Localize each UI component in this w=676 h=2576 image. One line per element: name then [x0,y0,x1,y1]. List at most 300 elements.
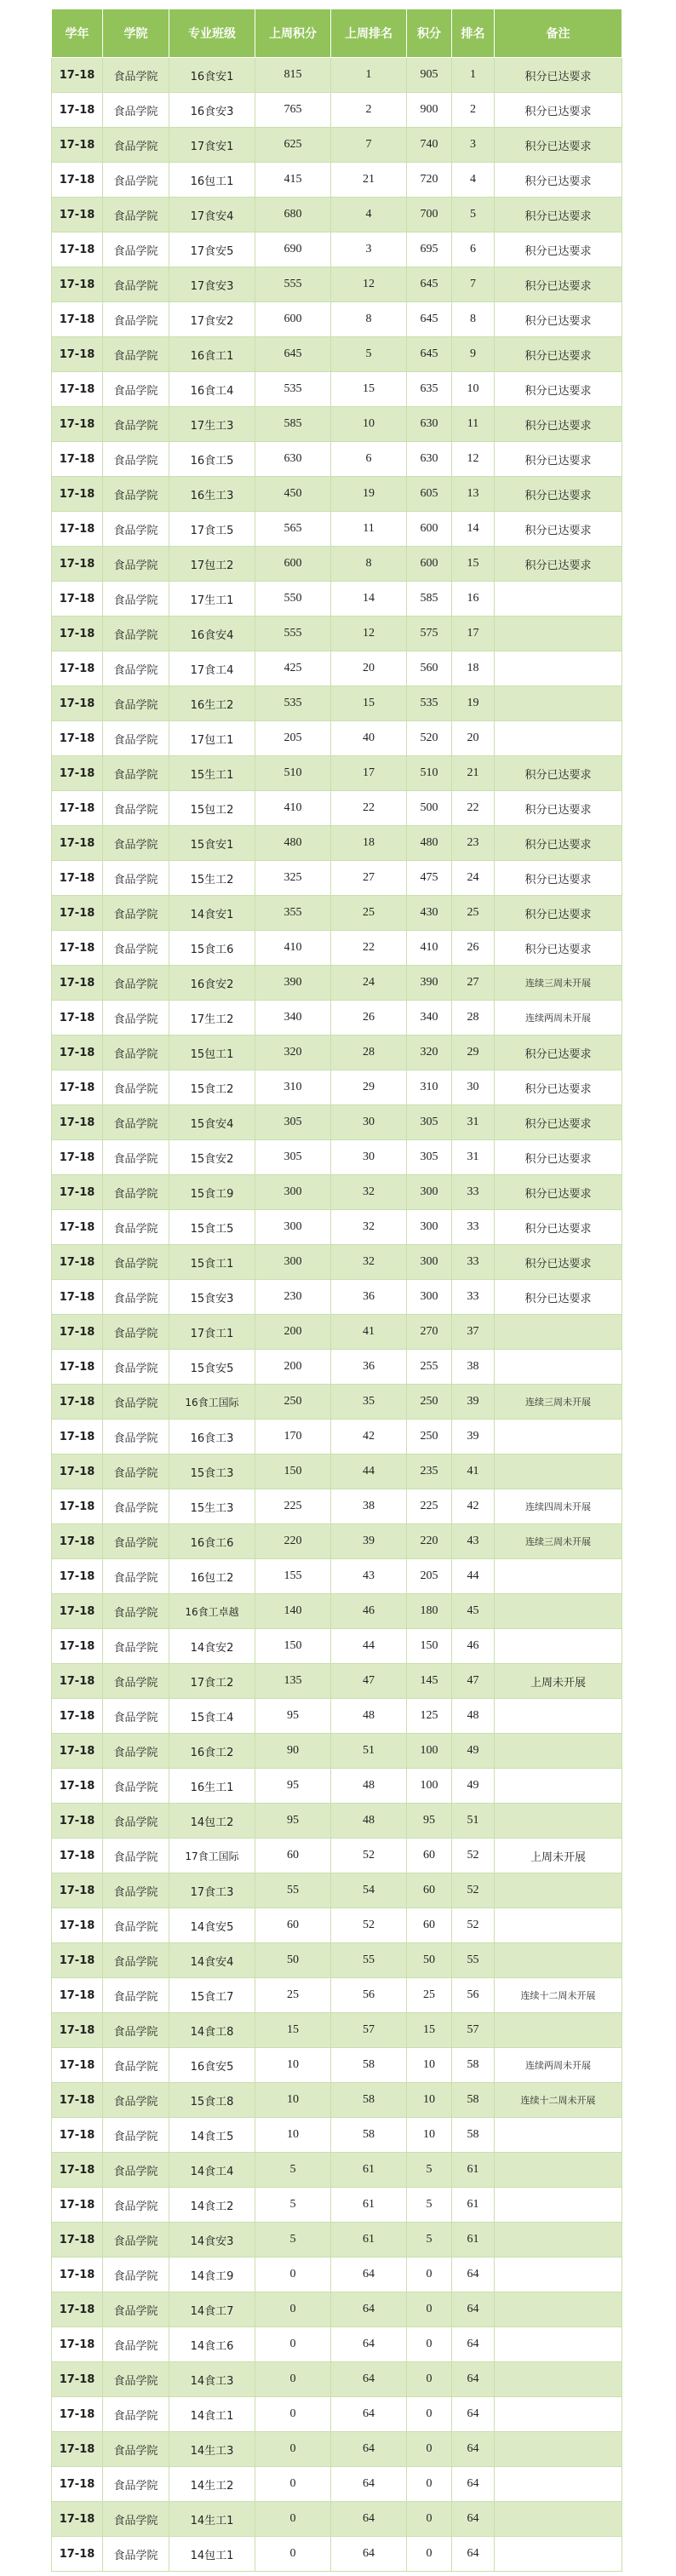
cell-last-week-points: 230 [255,1280,331,1315]
cell-points: 585 [407,582,452,617]
cell-class: 16食安3 [169,93,255,128]
table-row [52,861,622,896]
table-row [52,1105,622,1140]
cell-last-week-points: 410 [255,791,331,826]
cell-rank: 8 [452,302,495,337]
cell-class: 16食工国际 [169,1385,255,1420]
cell-points: 695 [407,232,452,267]
cell-college: 食品学院 [103,1943,169,1978]
cell-remarks [495,1559,622,1594]
table-row [52,1804,622,1839]
cell-class: 16生工2 [169,686,255,721]
cell-last-week-points: 155 [255,1559,331,1594]
cell-remarks: 积分已达要求 [495,1140,622,1175]
cell-last-week-points: 220 [255,1524,331,1559]
cell-college: 食品学院 [103,2118,169,2153]
cell-last-week-rank: 48 [331,1699,407,1734]
cell-college: 食品学院 [103,547,169,582]
cell-last-week-points: 305 [255,1140,331,1175]
cell-college: 食品学院 [103,582,169,617]
cell-remarks [495,2537,622,2572]
cell-last-week-rank: 54 [331,1873,407,1908]
cell-last-week-rank: 64 [331,2397,407,2432]
cell-remarks: 积分已达要求 [495,1036,622,1070]
cell-points: 10 [407,2118,452,2153]
cell-points: 300 [407,1210,452,1245]
cell-class: 15食工8 [169,2083,255,2118]
cell-rank: 52 [452,1908,495,1943]
cell-academic-year: 17-18 [52,2013,103,2048]
table-row [52,2118,622,2153]
cell-remarks [495,1454,622,1489]
cell-last-week-rank: 7 [331,128,407,163]
cell-class: 17食工国际 [169,1839,255,1873]
table-row [52,1734,622,1769]
table-row [52,1070,622,1105]
cell-class: 17生工1 [169,582,255,617]
cell-rank: 46 [452,1629,495,1664]
cell-remarks [495,1699,622,1734]
cell-remarks: 积分已达要求 [495,861,622,896]
cell-last-week-points: 680 [255,198,331,232]
cell-points: 740 [407,128,452,163]
cell-academic-year: 17-18 [52,1315,103,1350]
cell-points: 510 [407,756,452,791]
cell-last-week-points: 60 [255,1839,331,1873]
cell-last-week-rank: 64 [331,2467,407,2502]
cell-last-week-rank: 17 [331,756,407,791]
cell-college: 食品学院 [103,1070,169,1105]
cell-last-week-rank: 3 [331,232,407,267]
cell-remarks: 积分已达要求 [495,1070,622,1105]
cell-academic-year: 17-18 [52,2118,103,2153]
cell-rank: 37 [452,1315,495,1350]
table-row [52,791,622,826]
cell-points: 0 [407,2502,452,2537]
cell-last-week-points: 630 [255,442,331,477]
cell-remarks: 积分已达要求 [495,337,622,372]
cell-points: 60 [407,1908,452,1943]
cell-remarks: 积分已达要求 [495,302,622,337]
cell-remarks [495,2013,622,2048]
cell-rank: 24 [452,861,495,896]
cell-last-week-rank: 35 [331,1385,407,1420]
cell-last-week-points: 200 [255,1350,331,1385]
cell-points: 635 [407,372,452,407]
cell-last-week-rank: 32 [331,1245,407,1280]
cell-class: 14食工1 [169,2397,255,2432]
ranking-table-container [51,9,622,2572]
cell-remarks: 积分已达要求 [495,267,622,302]
cell-rank: 64 [452,2327,495,2362]
cell-rank: 9 [452,337,495,372]
cell-points: 630 [407,407,452,442]
cell-points: 310 [407,1070,452,1105]
cell-class: 17生工3 [169,407,255,442]
cell-academic-year: 17-18 [52,1280,103,1315]
cell-last-week-rank: 48 [331,1769,407,1804]
cell-points: 305 [407,1105,452,1140]
cell-last-week-rank: 22 [331,931,407,966]
cell-rank: 20 [452,721,495,756]
table-row [52,1664,622,1699]
cell-last-week-points: 535 [255,372,331,407]
cell-last-week-points: 600 [255,302,331,337]
cell-last-week-points: 390 [255,966,331,1001]
cell-academic-year: 17-18 [52,1699,103,1734]
table-header-row [52,9,622,58]
cell-last-week-rank: 26 [331,1001,407,1036]
table-row [52,686,622,721]
table-row [52,2083,622,2118]
cell-college: 食品学院 [103,1978,169,2013]
cell-college: 食品学院 [103,2048,169,2083]
table-row [52,2223,622,2258]
cell-class: 14食安5 [169,1908,255,1943]
table-row [52,1559,622,1594]
cell-college: 食品学院 [103,442,169,477]
cell-class: 14生工2 [169,2467,255,2502]
table-row [52,1280,622,1315]
cell-last-week-rank: 15 [331,686,407,721]
table-row [52,2153,622,2188]
cell-points: 645 [407,337,452,372]
cell-last-week-points: 10 [255,2118,331,2153]
cell-remarks: 积分已达要求 [495,1280,622,1315]
cell-college: 食品学院 [103,721,169,756]
cell-remarks [495,1420,622,1454]
cell-college: 食品学院 [103,1175,169,1210]
cell-college: 食品学院 [103,791,169,826]
cell-remarks: 积分已达要求 [495,1105,622,1140]
cell-academic-year: 17-18 [52,1420,103,1454]
table-row [52,2013,622,2048]
cell-remarks: 积分已达要求 [495,372,622,407]
cell-remarks: 积分已达要求 [495,896,622,931]
cell-class: 14食安4 [169,1943,255,1978]
cell-college: 食品学院 [103,302,169,337]
cell-class: 15包工1 [169,1036,255,1070]
cell-academic-year: 17-18 [52,1489,103,1524]
ranking-table [51,9,622,2572]
table-row [52,2292,622,2327]
cell-academic-year: 17-18 [52,1664,103,1699]
cell-academic-year: 17-18 [52,302,103,337]
cell-rank: 12 [452,442,495,477]
cell-last-week-points: 205 [255,721,331,756]
cell-rank: 2 [452,93,495,128]
cell-rank: 49 [452,1769,495,1804]
cell-last-week-rank: 41 [331,1315,407,1350]
cell-points: 250 [407,1420,452,1454]
cell-last-week-rank: 46 [331,1594,407,1629]
cell-academic-year: 17-18 [52,1559,103,1594]
cell-class: 17食安5 [169,232,255,267]
table-row [52,372,622,407]
cell-last-week-points: 140 [255,1594,331,1629]
table-row [52,1245,622,1280]
cell-rank: 14 [452,512,495,547]
cell-rank: 49 [452,1734,495,1769]
cell-points: 390 [407,966,452,1001]
cell-academic-year: 17-18 [52,686,103,721]
cell-academic-year: 17-18 [52,407,103,442]
cell-remarks: 积分已达要求 [495,198,622,232]
cell-academic-year: 17-18 [52,2537,103,2572]
table-row [52,1908,622,1943]
table-row [52,337,622,372]
cell-points: 225 [407,1489,452,1524]
table-row [52,2188,622,2223]
table-row [52,1839,622,1873]
cell-college: 食品学院 [103,1908,169,1943]
cell-last-week-points: 0 [255,2397,331,2432]
cell-last-week-rank: 57 [331,2013,407,2048]
cell-college: 食品学院 [103,512,169,547]
cell-academic-year: 17-18 [52,442,103,477]
cell-rank: 18 [452,651,495,686]
cell-points: 0 [407,2362,452,2397]
cell-college: 食品学院 [103,1105,169,1140]
cell-points: 0 [407,2432,452,2467]
cell-points: 5 [407,2153,452,2188]
cell-class: 16食安2 [169,966,255,1001]
cell-college: 食品学院 [103,2188,169,2223]
cell-last-week-rank: 58 [331,2118,407,2153]
cell-academic-year: 17-18 [52,1245,103,1280]
cell-points: 25 [407,1978,452,2013]
cell-last-week-rank: 36 [331,1350,407,1385]
cell-points: 560 [407,651,452,686]
cell-remarks: 积分已达要求 [495,477,622,512]
header-college: 学院 [103,9,169,58]
cell-last-week-rank: 64 [331,2292,407,2327]
table-row [52,547,622,582]
cell-college: 食品学院 [103,2083,169,2118]
cell-last-week-rank: 25 [331,896,407,931]
cell-points: 180 [407,1594,452,1629]
cell-academic-year: 17-18 [52,1454,103,1489]
cell-points: 410 [407,931,452,966]
cell-remarks [495,1873,622,1908]
table-row [52,128,622,163]
cell-college: 食品学院 [103,1350,169,1385]
cell-academic-year: 17-18 [52,128,103,163]
cell-points: 0 [407,2327,452,2362]
cell-last-week-rank: 64 [331,2362,407,2397]
cell-remarks: 积分已达要求 [495,163,622,198]
cell-last-week-rank: 29 [331,1070,407,1105]
cell-points: 205 [407,1559,452,1594]
cell-last-week-points: 5 [255,2188,331,2223]
cell-points: 700 [407,198,452,232]
cell-class: 14生工1 [169,2502,255,2537]
cell-rank: 6 [452,232,495,267]
table-row [52,1036,622,1070]
table-row [52,896,622,931]
cell-points: 145 [407,1664,452,1699]
cell-rank: 33 [452,1280,495,1315]
cell-last-week-points: 0 [255,2258,331,2292]
cell-last-week-rank: 10 [331,407,407,442]
cell-class: 14食安3 [169,2223,255,2258]
cell-college: 食品学院 [103,337,169,372]
cell-last-week-points: 90 [255,1734,331,1769]
cell-rank: 56 [452,1978,495,2013]
cell-academic-year: 17-18 [52,1036,103,1070]
cell-academic-year: 17-18 [52,267,103,302]
cell-last-week-points: 550 [255,582,331,617]
header-class: 专业班级 [169,9,255,58]
table-row [52,407,622,442]
cell-class: 16生工1 [169,1769,255,1804]
cell-remarks: 积分已达要求 [495,1245,622,1280]
cell-college: 食品学院 [103,2467,169,2502]
cell-class: 16包工2 [169,1559,255,1594]
cell-rank: 5 [452,198,495,232]
cell-last-week-points: 815 [255,58,331,93]
cell-rank: 42 [452,1489,495,1524]
cell-college: 食品学院 [103,1804,169,1839]
header-last-week-points: 上周积分 [255,9,331,58]
cell-last-week-points: 300 [255,1245,331,1280]
cell-last-week-points: 425 [255,651,331,686]
cell-last-week-points: 10 [255,2048,331,2083]
cell-class: 16食工6 [169,1524,255,1559]
cell-class: 14食工6 [169,2327,255,2362]
cell-last-week-points: 0 [255,2327,331,2362]
cell-college: 食品学院 [103,1385,169,1420]
cell-college: 食品学院 [103,1734,169,1769]
cell-last-week-points: 450 [255,477,331,512]
cell-class: 15食工9 [169,1175,255,1210]
cell-remarks [495,651,622,686]
cell-points: 600 [407,512,452,547]
cell-rank: 48 [452,1699,495,1734]
cell-rank: 55 [452,1943,495,1978]
cell-last-week-points: 95 [255,1769,331,1804]
cell-last-week-rank: 52 [331,1908,407,1943]
cell-class: 15食安4 [169,1105,255,1140]
cell-college: 食品学院 [103,1664,169,1699]
cell-academic-year: 17-18 [52,791,103,826]
cell-remarks: 连续三周未开展 [495,966,622,1001]
cell-college: 食品学院 [103,2153,169,2188]
cell-class: 14食工9 [169,2258,255,2292]
cell-last-week-rank: 58 [331,2048,407,2083]
cell-academic-year: 17-18 [52,1210,103,1245]
cell-class: 15包工2 [169,791,255,826]
cell-remarks: 上周未开展 [495,1664,622,1699]
cell-college: 食品学院 [103,1873,169,1908]
cell-college: 食品学院 [103,1210,169,1245]
cell-rank: 45 [452,1594,495,1629]
cell-remarks [495,1315,622,1350]
cell-last-week-points: 555 [255,617,331,651]
cell-last-week-rank: 48 [331,1804,407,1839]
cell-college: 食品学院 [103,1629,169,1664]
cell-academic-year: 17-18 [52,93,103,128]
cell-last-week-points: 0 [255,2467,331,2502]
cell-last-week-points: 0 [255,2292,331,2327]
cell-college: 食品学院 [103,2502,169,2537]
cell-college: 食品学院 [103,651,169,686]
cell-academic-year: 17-18 [52,1804,103,1839]
cell-class: 17食安2 [169,302,255,337]
cell-last-week-points: 150 [255,1629,331,1664]
cell-points: 95 [407,1804,452,1839]
cell-academic-year: 17-18 [52,232,103,267]
cell-college: 食品学院 [103,232,169,267]
cell-points: 5 [407,2223,452,2258]
cell-last-week-rank: 6 [331,442,407,477]
cell-college: 食品学院 [103,2432,169,2467]
cell-last-week-rank: 21 [331,163,407,198]
cell-class: 14食工7 [169,2292,255,2327]
cell-college: 食品学院 [103,686,169,721]
cell-last-week-rank: 30 [331,1105,407,1140]
cell-last-week-rank: 22 [331,791,407,826]
cell-rank: 41 [452,1454,495,1489]
cell-last-week-points: 60 [255,1908,331,1943]
cell-last-week-rank: 1 [331,58,407,93]
cell-academic-year: 17-18 [52,651,103,686]
table-row [52,931,622,966]
table-row [52,1873,622,1908]
cell-points: 535 [407,686,452,721]
cell-points: 720 [407,163,452,198]
cell-last-week-rank: 56 [331,1978,407,2013]
cell-points: 0 [407,2258,452,2292]
cell-academic-year: 17-18 [52,512,103,547]
cell-class: 15生工2 [169,861,255,896]
cell-academic-year: 17-18 [52,1105,103,1140]
cell-points: 0 [407,2292,452,2327]
cell-class: 15食安5 [169,1350,255,1385]
cell-rank: 3 [452,128,495,163]
cell-class: 16食工5 [169,442,255,477]
cell-last-week-rank: 61 [331,2188,407,2223]
cell-academic-year: 17-18 [52,861,103,896]
header-last-week-rank: 上周排名 [331,9,407,58]
cell-academic-year: 17-18 [52,896,103,931]
cell-class: 17食安4 [169,198,255,232]
cell-remarks: 积分已达要求 [495,442,622,477]
cell-last-week-points: 645 [255,337,331,372]
cell-remarks [495,2397,622,2432]
cell-rank: 61 [452,2188,495,2223]
cell-last-week-rank: 61 [331,2153,407,2188]
cell-rank: 33 [452,1245,495,1280]
table-row [52,617,622,651]
cell-college: 食品学院 [103,2327,169,2362]
cell-rank: 16 [452,582,495,617]
cell-last-week-rank: 20 [331,651,407,686]
cell-remarks: 积分已达要求 [495,756,622,791]
cell-remarks: 连续十二周未开展 [495,1978,622,2013]
cell-class: 17食工3 [169,1873,255,1908]
cell-last-week-rank: 47 [331,1664,407,1699]
cell-rank: 58 [452,2048,495,2083]
cell-rank: 33 [452,1210,495,1245]
table-row [52,2502,622,2537]
cell-class: 16食安5 [169,2048,255,2083]
cell-college: 食品学院 [103,966,169,1001]
cell-rank: 31 [452,1140,495,1175]
cell-remarks: 连续四周未开展 [495,1489,622,1524]
cell-academic-year: 17-18 [52,2362,103,2397]
cell-remarks [495,721,622,756]
